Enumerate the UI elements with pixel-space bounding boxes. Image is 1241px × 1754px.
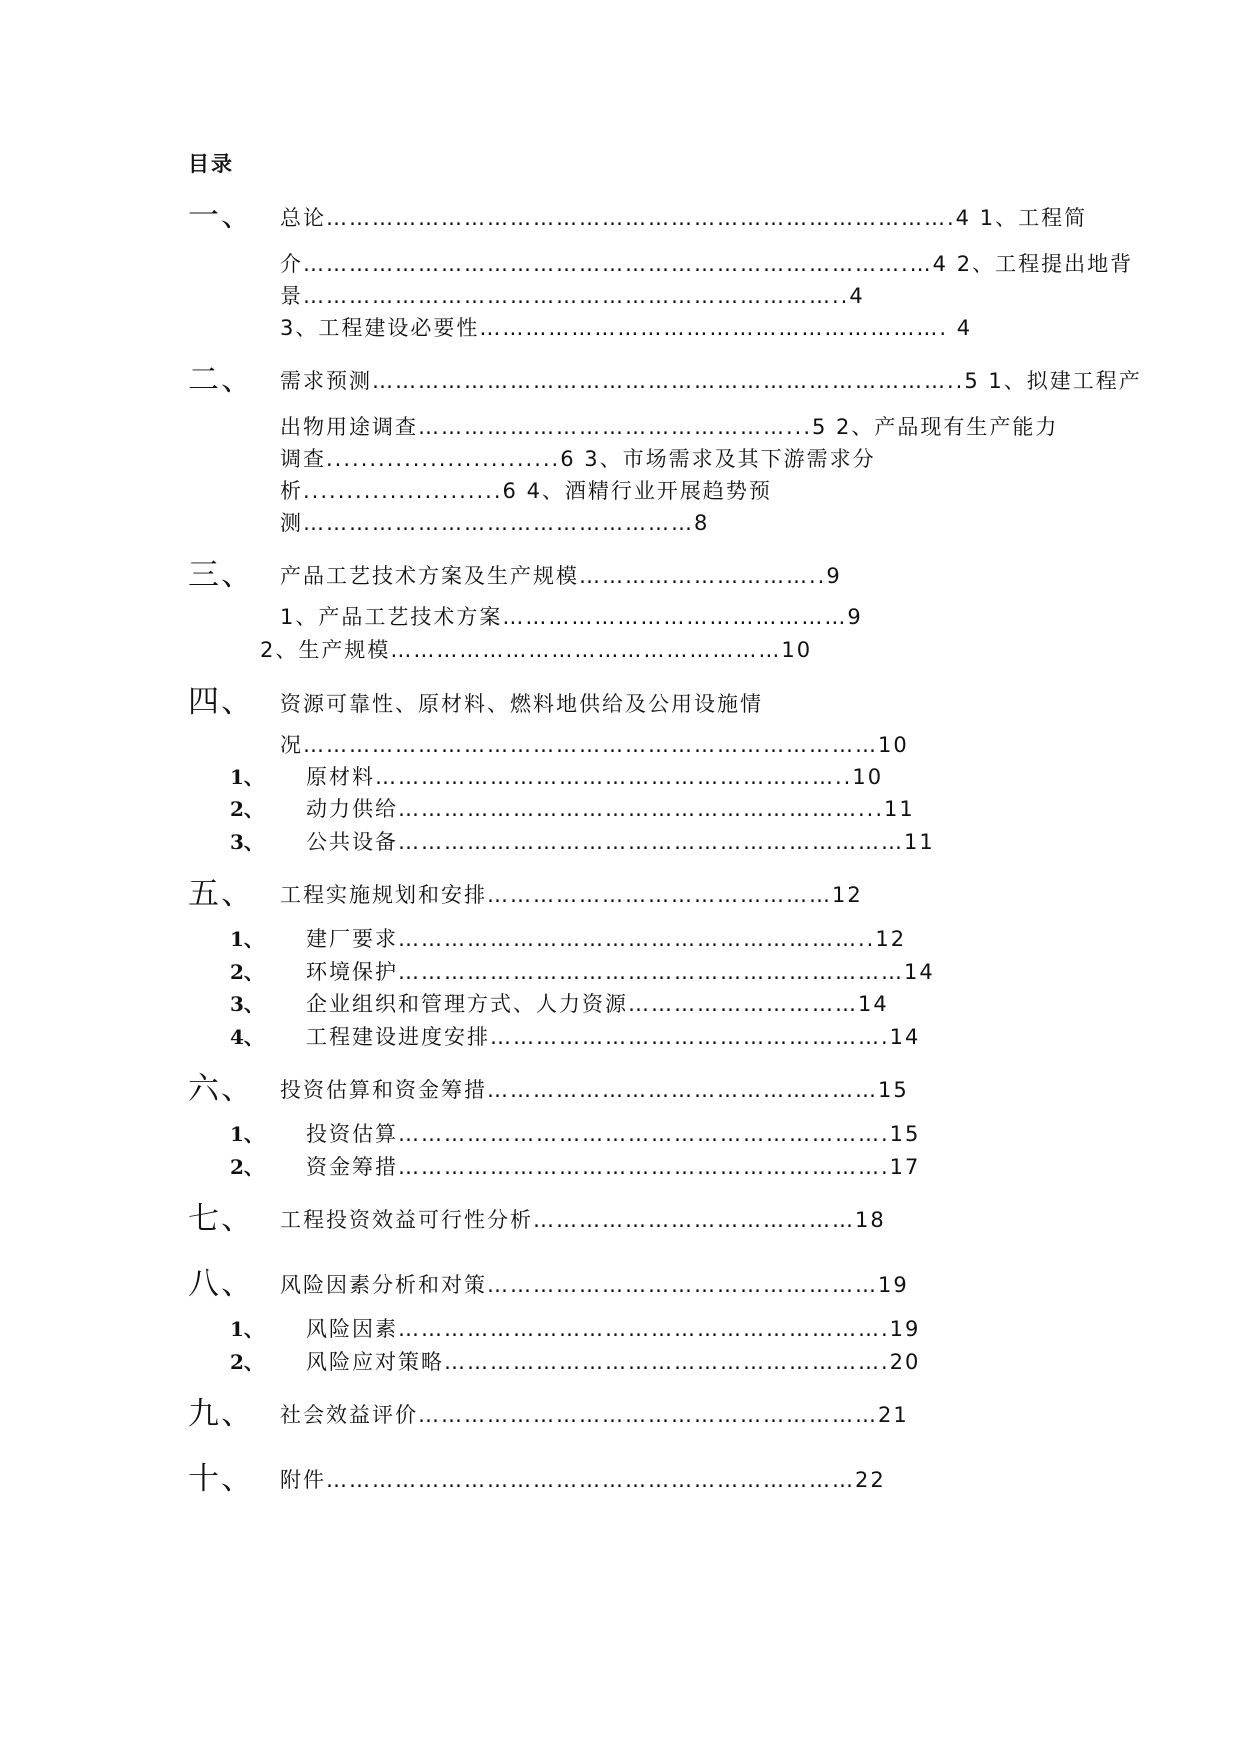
toc-line: 调查...........................6 3、市场需求及其下游需求分 xyxy=(280,447,876,471)
toc-line: 企业组织和管理方式、人力资源…………………………14 xyxy=(306,992,889,1016)
section-number: 四、 xyxy=(188,684,254,720)
toc-line: 资源可靠性、原材料、燃料地供给及公用设施情 xyxy=(280,692,763,716)
toc-title: 目录 xyxy=(188,152,234,176)
subsection-number: 3、 xyxy=(230,830,264,854)
section-number: 五、 xyxy=(188,876,254,912)
subsection-number: 2、 xyxy=(230,1350,264,1374)
toc-line: 景……………………………………………………………..4 xyxy=(280,284,865,308)
toc-line: 工程投资效益可行性分析……………………………………18 xyxy=(280,1208,886,1232)
toc-line: 风险应对策略………………………………………………….20 xyxy=(306,1350,921,1374)
section-number: 六、 xyxy=(188,1071,254,1107)
subsection-number: 2、 xyxy=(230,797,264,821)
section-number: 十、 xyxy=(188,1461,254,1497)
toc-line: 社会效益评价……………………………………………………21 xyxy=(280,1403,909,1427)
toc-line: 风险因素……………………………………………………….19 xyxy=(306,1317,921,1341)
toc-line: 工程实施规划和安排………………………………………12 xyxy=(280,883,863,907)
toc-line: 析.......................6 4、酒精行业开展趋势预 xyxy=(280,479,772,503)
toc-line: 3、工程建设必要性……………………………………………………. 4 xyxy=(280,316,973,340)
section-number: 九、 xyxy=(188,1396,254,1432)
toc-line: 需求预测…………………………………………………………………..5 1、拟建工程产 xyxy=(280,369,1142,393)
toc-line: 公共设备…………………………………………………………11 xyxy=(306,830,935,854)
toc-line: 测……………………………………………8 xyxy=(280,511,710,535)
subsection-number: 1、 xyxy=(230,765,264,789)
toc-line: 附件……………………………………………………………22 xyxy=(280,1468,886,1492)
toc-line: 风险因素分析和对策……………………………………………19 xyxy=(280,1273,909,1297)
toc-line: 2、生产规模……………………………………………10 xyxy=(260,638,813,662)
toc-line: 投资估算和资金筹措……………………………………………15 xyxy=(280,1078,909,1102)
subsection-number: 1、 xyxy=(230,1317,264,1341)
toc-line: 投资估算……………………………………………………….15 xyxy=(306,1122,921,1146)
subsection-number: 2、 xyxy=(230,960,264,984)
section-number: 八、 xyxy=(188,1266,254,1302)
toc-line: 动力供给……………………………………………………...11 xyxy=(306,797,915,821)
toc-line: 原材料……………………………………………………..10 xyxy=(306,765,884,789)
subsection-number: 1、 xyxy=(230,1122,264,1146)
subsection-number: 2、 xyxy=(230,1155,264,1179)
section-number: 七、 xyxy=(188,1201,254,1237)
toc-line: 资金筹措……………………………………………………….17 xyxy=(306,1155,921,1179)
toc-line: 环境保护…………………………………………………………14 xyxy=(306,960,935,984)
toc-line: 1、产品工艺技术方案………………………………………9 xyxy=(280,605,863,629)
subsection-number: 4、 xyxy=(230,1025,264,1049)
subsection-number: 3、 xyxy=(230,992,264,1016)
toc-line: 产品工艺技术方案及生产规模…………………………..9 xyxy=(280,564,842,588)
toc-line: 总论……………………………………………………………………….4 1、工程简 xyxy=(280,206,1088,230)
toc-line: 工程建设进度安排…………………………………………….14 xyxy=(306,1025,921,1049)
subsection-number: 1、 xyxy=(230,927,264,951)
section-number: 三、 xyxy=(188,557,254,593)
toc-line: 建厂要求……………………………………………………..12 xyxy=(306,927,907,951)
section-number: 一、 xyxy=(188,198,254,234)
toc-line: 介…………………………………………………………………….…4 2、工程提出地背 xyxy=(280,252,1134,276)
toc-line: 况…………………………………………………………………10 xyxy=(280,733,909,757)
toc-line: 出物用途调查…………………………………………...5 2、产品现有生产能力 xyxy=(280,415,1059,439)
section-number: 二、 xyxy=(188,362,254,398)
